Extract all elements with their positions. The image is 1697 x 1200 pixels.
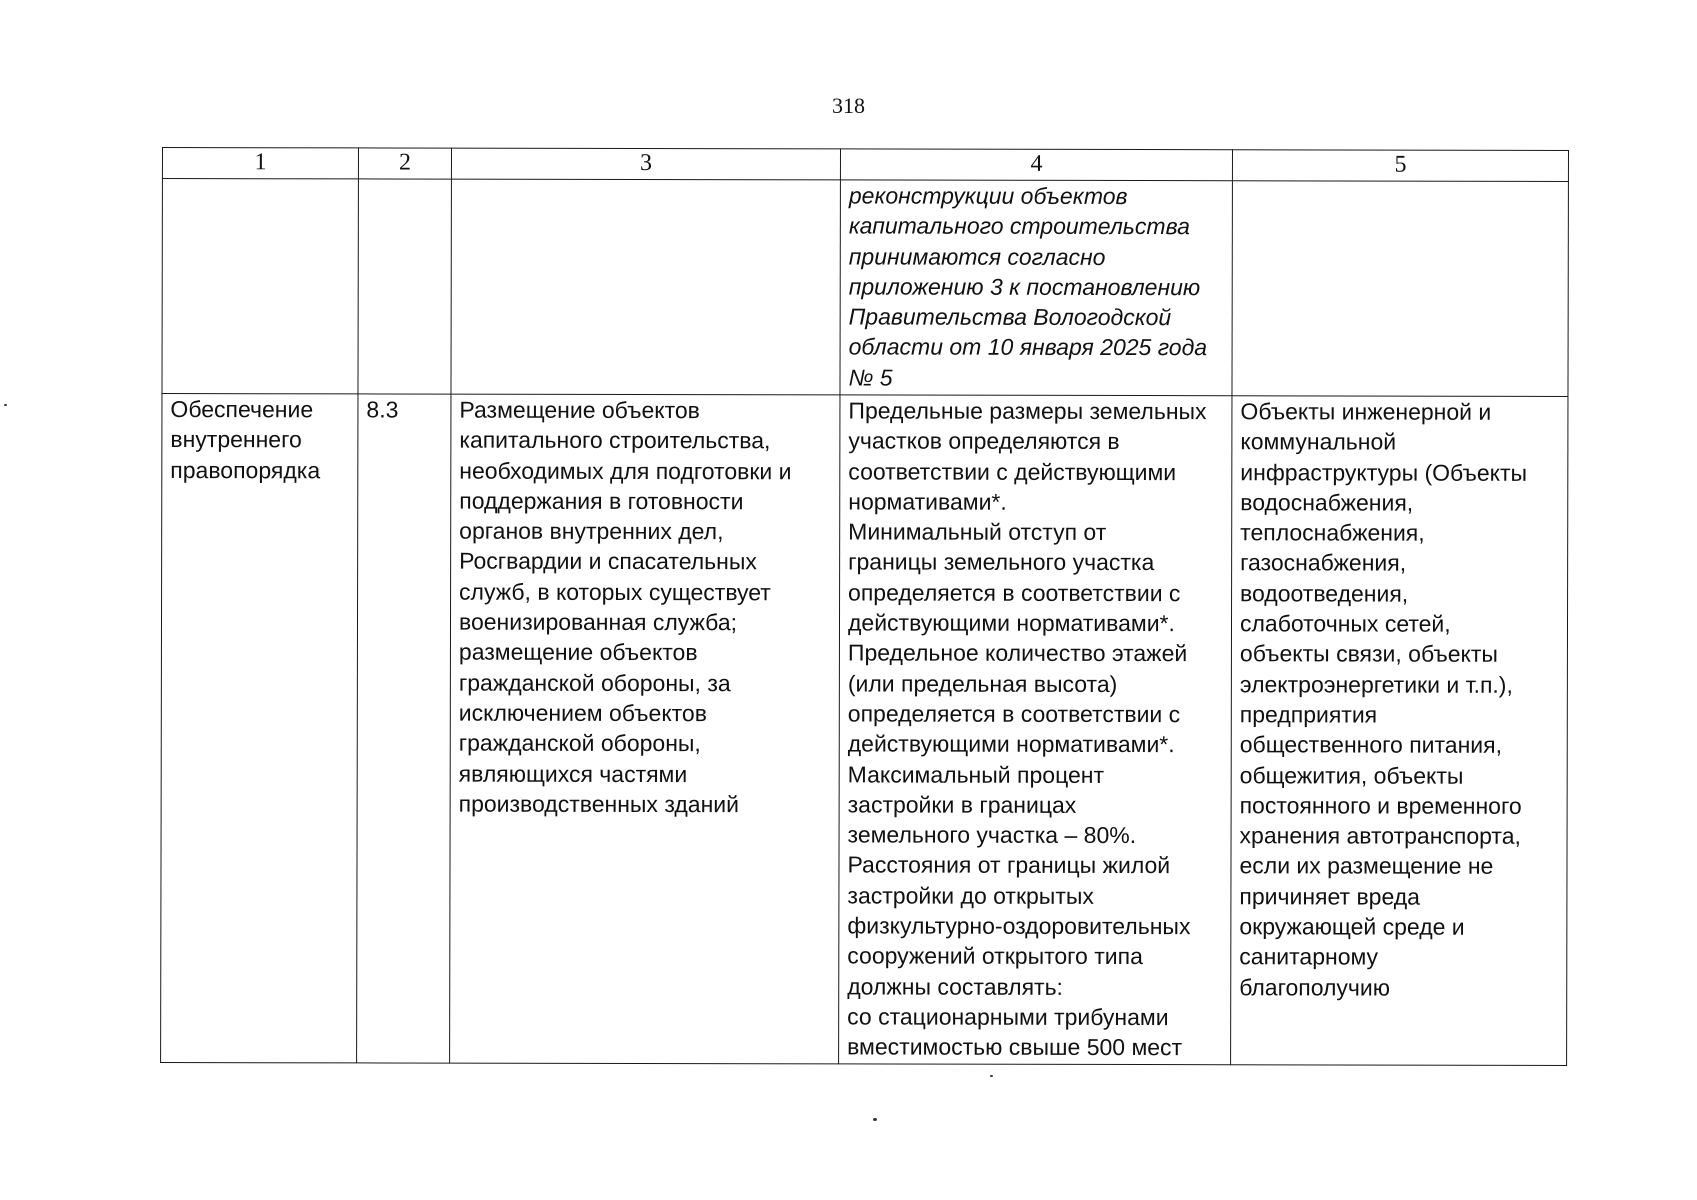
column-header-2: 2 xyxy=(358,148,451,179)
page-number: 318 xyxy=(832,93,865,118)
scan-speck xyxy=(990,1075,993,1077)
cell-code: 8.3 xyxy=(357,394,451,1063)
column-header-5: 5 xyxy=(1232,150,1568,182)
table-row-8-3 xyxy=(161,394,1568,1066)
column-header-4: 4 xyxy=(840,149,1232,181)
cell-auxiliary-uses: Объекты инженерной и коммунальной инфраструктуры (Объекты водоснабжения, теплоснабжения, газоснабжения, водоотведения, слаботочных сетей, объекты связи, объекты электроэнергетики и т.п.), предприятия общественного питания, общежития, объекты постоянного и временного хранения автотранспорта, если их размещение не причиняет вреда окружающей среде и санитарному благополучию xyxy=(1231,396,1568,1066)
table-cell xyxy=(358,179,451,394)
table-cell xyxy=(451,179,840,395)
cell-description: Размещение объектов капитального строительства, необходимых для подготовки и поддержания в готовности органов внутренних дел, Росгвардии и спасательных служб, в которых существует военизированная служба; размещение объектов гражданской обороны, за исключением объектов гражданской обороны, являющихся частями производственных зданий xyxy=(450,394,840,1064)
column-header-3: 3 xyxy=(451,148,840,180)
table-cell xyxy=(162,179,358,394)
scan-speck xyxy=(4,404,7,406)
scan-speck xyxy=(873,1118,877,1121)
table-cell-continued-text: реконструкции объектов капитального строительства принимаются согласно приложению 3 к постановлению Правительства Вологодской области от 10 января 2025 года № 5 xyxy=(840,180,1232,396)
table-row-continuation xyxy=(162,179,1568,397)
cell-parameters: Предельные размеры земельных участков определяются в соответствии с действующими нормативами*. Минимальный отступ от границы земельного участка определяется в соответствии с действующими нормативами*. Предельное количество этажей (или предельная высота) определяется в соответствии с действующими нормативами*. Максимальный процент застройки в границах земельного участка – 80%. Расстояния от границы жилой застройки до открытых физкультурно-оздоровительных сооружений открытого типа должны составлять: со стационарными трибунами вместимостью свыше 500 мест xyxy=(839,395,1232,1065)
column-header-1: 1 xyxy=(162,148,358,179)
header-row xyxy=(162,148,1568,182)
table-cell xyxy=(1232,181,1568,397)
regulations-table xyxy=(160,147,1569,1066)
cell-purpose-name: Обеспечение внутреннего правопорядка xyxy=(161,394,358,1063)
